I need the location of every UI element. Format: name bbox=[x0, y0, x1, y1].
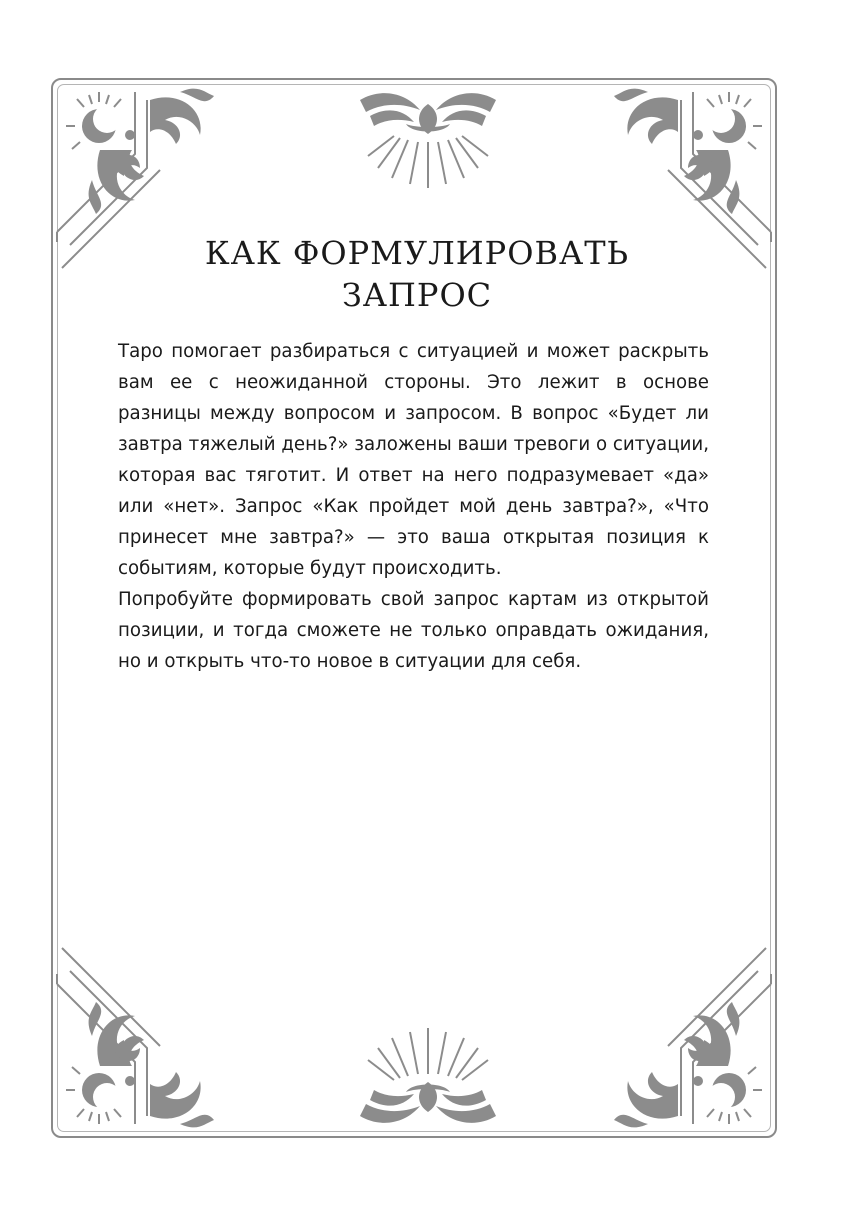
page-title bbox=[120, 232, 714, 316]
body-text bbox=[118, 336, 709, 677]
corner-ornament-bottom-left bbox=[57, 948, 214, 1127]
bottom-center-ornament bbox=[360, 1028, 496, 1123]
paragraph: Таро помогает разбираться с ситуацией и может раскрыть вам ее с неожиданной стороны. Это лежит в основе разницы между вопросом и запросом. В вопрос «Будет ли завтра тяжелый день?» заложены ваши тревоги о ситуации, которая вас тяготит. И ответ на него подразумевает «да» или «нет». Запрос «Как пройдет мой день завтра?», «Что принесет мне завтра?» — это ваша открытая позиция к событиям, которые будут происходить. bbox=[118, 341, 709, 579]
corner-ornament-bottom-right bbox=[614, 948, 771, 1127]
top-center-ornament bbox=[360, 93, 496, 188]
page-title-line-1: КАК ФОРМУЛИРОВАТЬ bbox=[204, 234, 630, 272]
paragraph: Попробуйте формировать свой запрос картам из открытой позиции, и тогда сможете не только оправдать ожидания, но и открыть что-то новое в ситуации для себя. bbox=[118, 589, 709, 672]
page-title-line-2: ЗАПРОС bbox=[341, 276, 493, 314]
